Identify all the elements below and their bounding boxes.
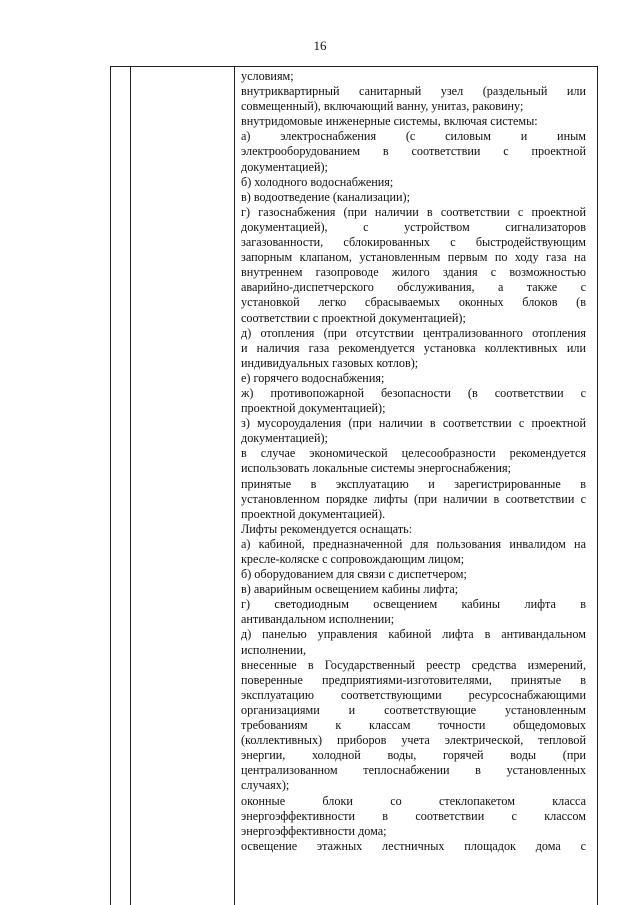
text-line: б) оборудованием для связи с диспетчером; (241, 567, 467, 582)
text-line: запорным клапаном, установленным первым по ходу газа на (241, 250, 586, 265)
text-line: освещение этажных лестничных площадок дома с (241, 838, 586, 853)
text-line: принятые в эксплуатацию и зарегистрированные в (241, 476, 586, 491)
text-line: организациями и соответствующие установленным (241, 702, 586, 717)
text-line: проектной документацией). (241, 506, 386, 521)
text-line: соответствии с проектной документацией); (241, 310, 466, 325)
text-line: случаях); (241, 778, 290, 793)
text-line: условиям; (241, 69, 294, 83)
text-line: оконные блоки со стеклопакетом класса (241, 793, 586, 808)
page-number: 16 (313, 38, 327, 53)
text-line: Лифты рекомендуется оснащать: (241, 521, 413, 536)
column-divider (130, 67, 131, 905)
text-line: з) мусороудаления (при наличии в соответствии с проектной (241, 416, 586, 431)
text-line: энергоэффективности дома; (241, 823, 387, 838)
text-line: исполнении, (241, 642, 307, 657)
text-line: документацией), с устройством сигнализаторов (241, 219, 586, 234)
text-line: использовать локальные системы энергоснабжения; (241, 461, 512, 476)
text-line: централизованном теплоснабжении в установленных (241, 763, 586, 778)
column-divider (234, 67, 235, 905)
text-line: установкой легко сбрасываемых оконных блоков (в (241, 295, 586, 310)
text-line: энергии, холодной воды, горячей воды (при (241, 748, 586, 763)
text-line: аварийно-диспетчерского обслуживания, а также с (241, 280, 586, 295)
text-line: ж) противопожарной безопасности (в соответствии с (241, 385, 586, 400)
text-line: индивидуальных газовых котлов); (241, 355, 419, 370)
text-line: е) горячего водоснабжения; (241, 370, 385, 385)
table-content-cell (241, 69, 586, 854)
text-line: внутриквартирный санитарный узел (раздельный или (241, 84, 586, 99)
text-line: совмещенный), включающий ванну, унитаз, раковину; (241, 99, 524, 114)
text-line: д) отопления (при отсутствии централизованного отопления (241, 325, 586, 340)
text-line: (коллективных) приборов учета электрической, тепловой (241, 733, 586, 748)
text-line: загазованности, сблокированных с быстродействующим (241, 235, 586, 250)
text-line: в) водоотведение (канализации); (241, 189, 410, 204)
text-line: требованиям к классам точности общедомовых (241, 718, 586, 733)
document-table (110, 66, 598, 905)
text-line: установленном порядке лифты (при наличии в соответствии с (241, 491, 586, 506)
text-line: г) газоснабжения (при наличии в соответствии с проектной (241, 204, 586, 219)
text-line: в случае экономической целесообразности рекомендуется (241, 446, 586, 461)
text-line: эксплуатацию соответствующими ресурсоснабжающими (241, 687, 586, 702)
text-line: в) аварийным освещением кабины лифта; (241, 582, 459, 597)
text-line: б) холодного водоснабжения; (241, 174, 394, 189)
text-line: документацией); (241, 159, 328, 174)
text-line: а) кабиной, предназначенной для пользования инвалидом на (241, 536, 586, 551)
text-line: д) панелью управления кабиной лифта в антивандальном (241, 627, 586, 642)
text-line: антивандальном исполнении; (241, 612, 395, 627)
text-line: и наличия газа рекомендуется установка коллективных или (241, 340, 586, 355)
text-line: поверенные предприятиями-изготовителями, принятые в (241, 672, 586, 687)
text-line: внесенные в Государственный реестр средства измерений, (241, 657, 586, 672)
text-line: внутреннем газопроводе жилого здания с возможностью (241, 265, 586, 280)
text-line: а) электроснабжения (с силовым и иным (241, 129, 586, 144)
text-line: проектной документацией); (241, 401, 386, 416)
text-line: документацией); (241, 431, 328, 446)
text-line: г) светодиодным освещением кабины лифта в (241, 597, 586, 612)
text-line: энергоэффективности в соответствии с классом (241, 808, 586, 823)
text-line: кресле-коляске с сопровождающим лицом; (241, 552, 465, 566)
text-line: электрооборудованием в соответствии с проектной (241, 144, 586, 159)
text-line: внутридомовые инженерные системы, включая системы: (241, 114, 538, 129)
